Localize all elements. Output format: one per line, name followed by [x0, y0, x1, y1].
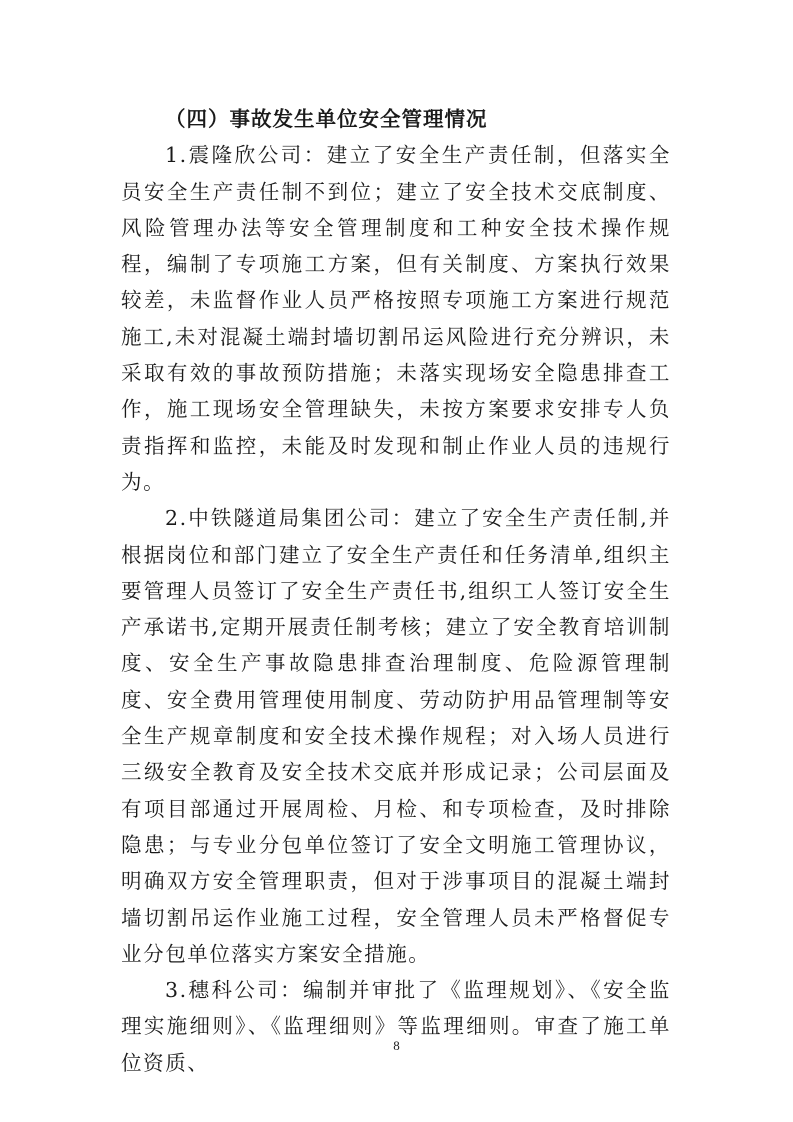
page-number: 8 [393, 1038, 400, 1053]
paragraph-suike: 3.穗科公司：编制并审批了《监理规划》、《安全监理实施细则》、《监理细则》等监理细则。审查了施工单位资质、 [121, 978, 671, 1075]
document-body [121, 101, 671, 1081]
section-heading: （四）事故发生单位安全管理情况 [165, 107, 488, 131]
paragraph-zhenlongxin: 1.震隆欣公司：建立了安全生产责任制，但落实全员安全生产责任制不到位；建立了安全技术交底制度、风险管理办法等安全管理制度和工种安全技术操作规程，编制了专项施工方案，但有关制度、方案执行效果较差，未监督作业人员严格按照专项施工方案进行规范施工,未对混凝土端封墙切割吊运风险进行充分辨识，未采取有效的事故预防措施；未落实现场安全隐患排查工作，施工现场安全管理缺失，未按方案要求安排专人负责指挥和监控，未能及时发现和制止作业人员的违规行为。 [121, 143, 671, 494]
paragraph-china-railway-tunnel: 2.中铁隧道局集团公司：建立了安全生产责任制,并根据岗位和部门建立了安全生产责任和任务清单,组织主要管理人员签订了安全生产责任书,组织工人签订安全生产承诺书,定期开展责任制考核；建立了安全教育培训制度、安全生产事故隐患排查治理制度、危险源管理制度、安全费用管理使用制度、劳动防护用品管理制等安全生产规章制度和安全技术操作规程；对入场人员进行三级安全教育及安全技术交底并形成记录；公司层面及有项目部通过开展周检、月检、和专项检查，及时排除隐患；与专业分包单位签订了安全文明施工管理协议，明确双方安全管理职责，但对于涉事项目的混凝土端封墙切割吊运作业施工过程，安全管理人员未严格督促专业分包单位落实方案安全措施。 [121, 506, 671, 966]
